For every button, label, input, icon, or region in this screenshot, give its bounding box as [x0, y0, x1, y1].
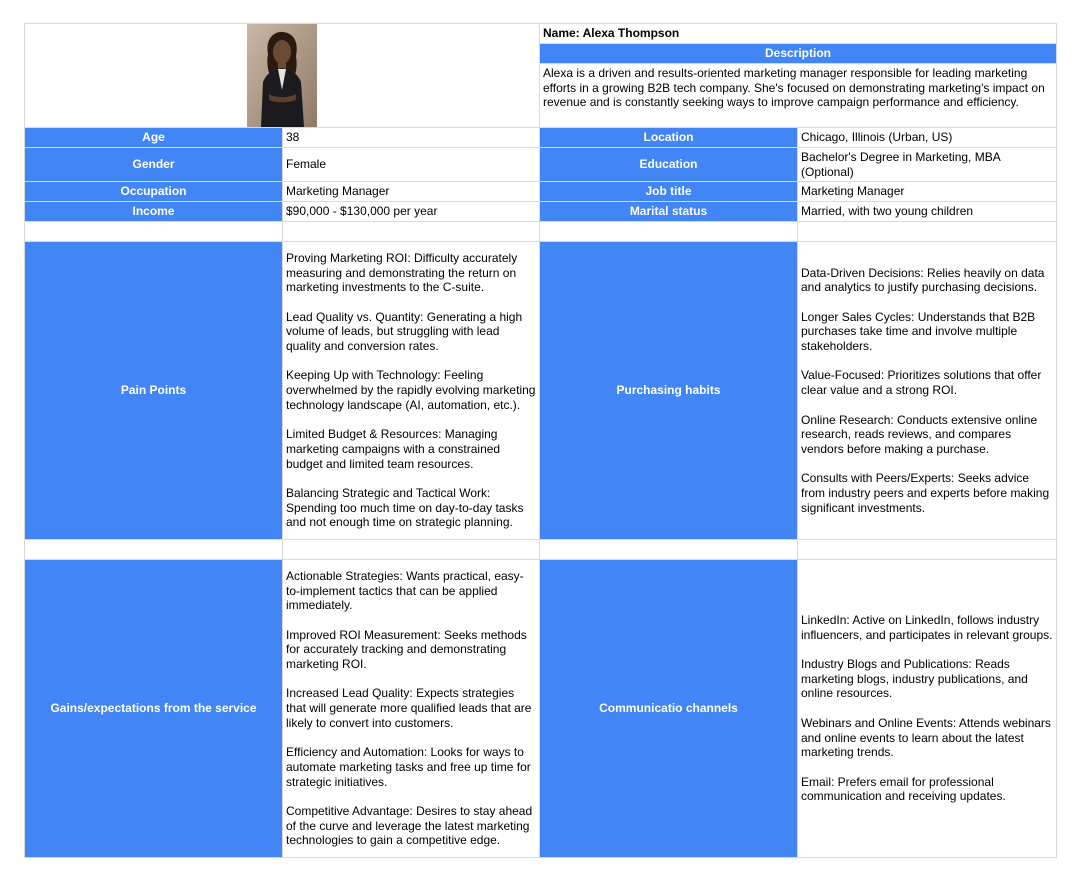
income-label: Income	[25, 202, 283, 222]
purchasing-habits-label: Purchasing habits	[540, 242, 798, 540]
location-label: Location	[540, 128, 798, 148]
empty-cell	[283, 540, 540, 560]
education-label: Education	[540, 148, 798, 182]
empty-cell	[540, 540, 798, 560]
channels-label: Communicatio channels	[540, 560, 798, 858]
list-item: Online Research: Conducts extensive online research, reads reviews, and compares vendors before making a purchase.	[801, 412, 1038, 456]
persona-table	[24, 23, 1057, 858]
list-item: Longer Sales Cycles: Understands that B2B purchases take time and involve multiple stakeholders.	[801, 309, 1036, 354]
pain-points-list	[283, 242, 540, 540]
occupation-value: Marketing Manager	[283, 182, 540, 202]
jobtitle-label: Job title	[540, 182, 798, 202]
age-label: Age	[25, 128, 283, 148]
list-item: Industry Blogs and Publications: Reads marketing blogs, industry publications, and online resources.	[801, 657, 1028, 701]
list-item: Balancing Strategic and Tactical Work: Spending too much time on day-to-day tasks and not enough time on strategic planning.	[286, 486, 524, 530]
education-value: Bachelor's Degree in Marketing, MBA (Optional)	[798, 148, 1057, 182]
empty-cell	[25, 540, 283, 560]
gender-value: Female	[283, 148, 540, 182]
pain-points-label: Pain Points	[25, 242, 283, 540]
list-item: Proving Marketing ROI: Difficulty accurately measuring and demonstrating the return on marketing investments to the C-suite.	[286, 250, 518, 295]
list-item: Email: Prefers email for professional communication and receiving updates.	[801, 774, 1006, 804]
persona-photo	[247, 24, 317, 127]
persona-name: Name: Alexa Thompson	[540, 24, 1057, 44]
channels-list	[798, 560, 1057, 858]
persona-photo-cell	[25, 24, 540, 128]
list-item: Data-Driven Decisions: Relies heavily on data and analytics to justify purchasing decisions.	[801, 265, 1045, 295]
empty-cell	[25, 222, 283, 242]
occupation-label: Occupation	[25, 182, 283, 202]
list-item: Actionable Strategies: Wants practical, easy-to-implement tactics that can be applied immediately.	[286, 568, 524, 613]
empty-cell	[798, 540, 1057, 560]
gender-label: Gender	[25, 148, 283, 182]
empty-cell	[540, 222, 798, 242]
list-item: Consults with Peers/Experts: Seeks advice from industry peers and experts before making significant investments.	[801, 471, 1050, 515]
purchasing-habits-list	[798, 242, 1057, 540]
age-value: 38	[283, 128, 540, 148]
marital-value: Married, with two young children	[798, 202, 1057, 222]
list-item: Increased Lead Quality: Expects strategies that will generate more qualified leads that are likely to convert into customers.	[286, 686, 532, 730]
list-item: Lead Quality vs. Quantity: Generating a high volume of leads, but struggling with lead quality and conversion rates.	[286, 309, 523, 354]
empty-cell	[283, 222, 540, 242]
location-value: Chicago, Illinois (Urban, US)	[798, 128, 1057, 148]
persona-description: Alexa is a driven and results-oriented marketing manager responsible for leading marketing efforts in a growing B2B tech company. She's focused on demonstrating marketing's impact on revenue and is constantly seeking ways to improve campaign performance and efficiency.	[540, 64, 1057, 128]
list-item: Value-Focused: Prioritizes solutions that offer clear value and a strong ROI.	[801, 368, 1042, 398]
description-header: Description	[540, 44, 1057, 64]
marital-label: Marital status	[540, 202, 798, 222]
list-item: Competitive Advantage: Desires to stay ahead of the curve and leverage the latest marketing technologies to gain a competitive edge.	[286, 804, 533, 848]
persona-sheet	[24, 23, 1056, 858]
list-item: Keeping Up with Technology: Feeling overwhelmed by the rapidly evolving marketing technology landscape (AI, automation, etc.).	[286, 368, 536, 412]
list-item: Improved ROI Measurement: Seeks methods for accurately tracking and demonstrating marketing ROI.	[286, 627, 527, 672]
list-item: LinkedIn: Active on LinkedIn, follows industry influencers, and participates in relevant groups.	[801, 612, 1053, 642]
empty-cell	[798, 222, 1057, 242]
income-value: $90,000 - $130,000 per year	[283, 202, 540, 222]
gains-label: Gains/expectations from the service	[25, 560, 283, 858]
jobtitle-value: Marketing Manager	[798, 182, 1057, 202]
list-item: Limited Budget & Resources: Managing marketing campaigns with a constrained budget and limited team resources.	[286, 427, 501, 471]
list-item: Webinars and Online Events: Attends webinars and online events to learn about the latest marketing trends.	[801, 715, 1051, 760]
list-item: Efficiency and Automation: Looks for ways to automate marketing tasks and free up time for strategic initiatives.	[286, 745, 531, 789]
gains-list	[283, 560, 540, 858]
